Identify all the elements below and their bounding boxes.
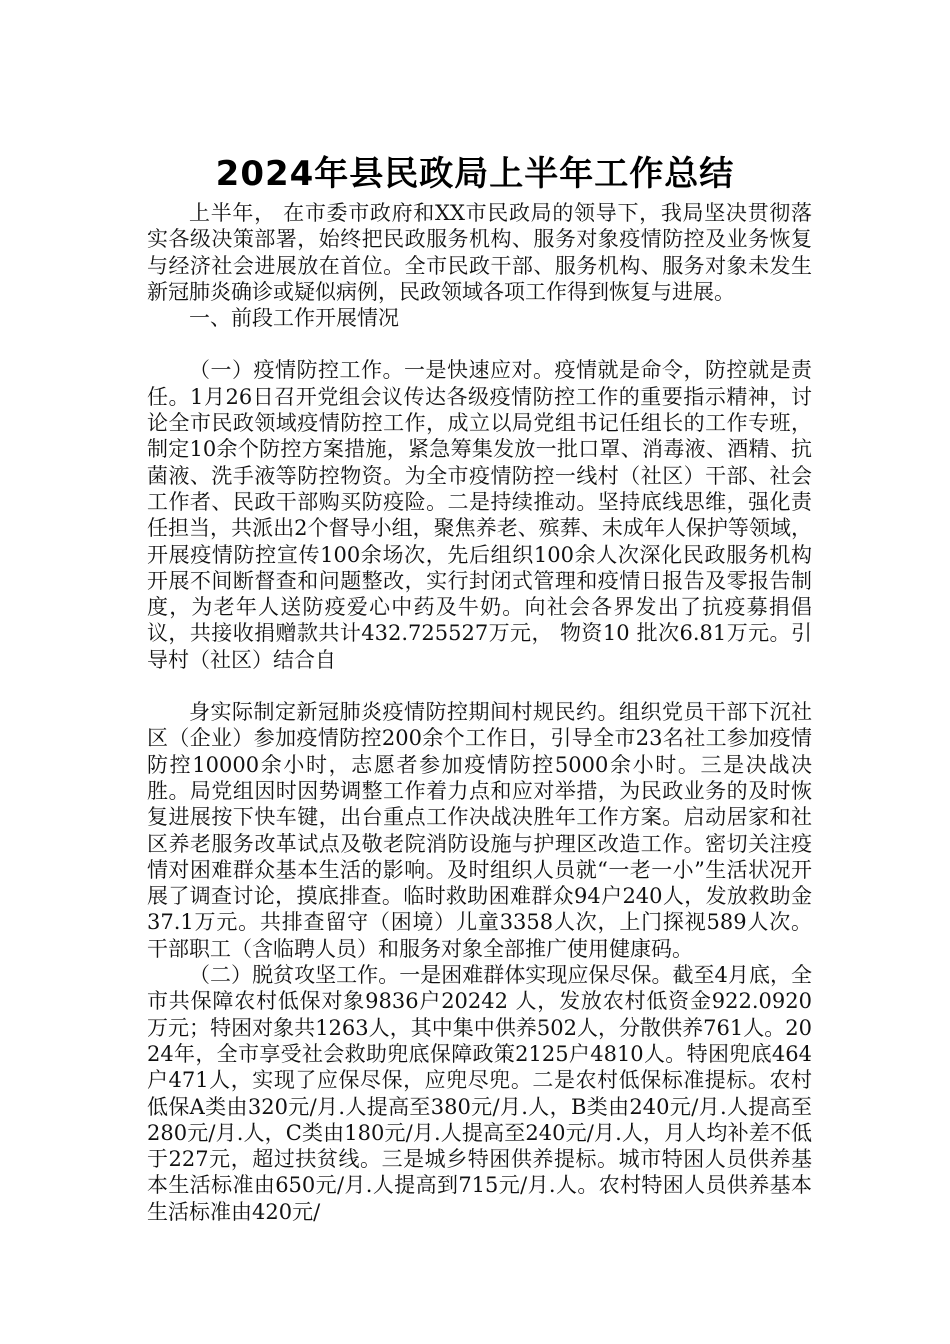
document-title: 2024年县民政局上半年工作总结 bbox=[215, 153, 735, 194]
epidemic-prevention-paragraph: （一）疫情防控工作。一是快速应对。疫情就是命令，防控就是责任。1月26日召开党组会议传达各级疫情防控工作的重要指示精神，讨论全市民政领域疫情防控工作，成立以局党组书记任组长的工作专班，制定10余个防控方案措施，紧急筹集发放一批口罩、消毒液、酒精、抗菌液、洗手液等防控物资。为全市疫情防控一线村（社区）干部、社会工作者、民政干部购买防疫险。二是持续推动。坚持底线思维，强化责任担当，共派出2个督导小组，聚焦养老、殡葬、未成年人保护等领域，开展疫情防控宣传100余场次，先后组织100余人次深化民政服务机构开展不间断督查和问题整改，实行封闭式管理和疫情日报告及零报告制度，为老年人送防疫爱心中药及牛奶。向社会各界发出了抗疫募捐倡议，共接收捐赠款共计432.725527万元， 物资10 批次6.81万元。引导村（社区）结合自 bbox=[147, 358, 812, 672]
section-heading: 一、前段工作开展情况 bbox=[189, 306, 399, 331]
paragraph-gap bbox=[147, 673, 812, 699]
intro-paragraph: 上半年， 在市委市政府和XX市民政局的领导下，我局坚决贯彻落实各级决策部署，始终把民政服务机构、服务对象疫情防控及业务恢复与经济社会进展放在首位。全市民政干部、服务机构、服务对象未发生新冠肺炎确诊或疑似病例，民政领域各项工作得到恢复与进展。 bbox=[147, 201, 812, 304]
document-body bbox=[147, 200, 812, 1225]
paragraph-gap bbox=[147, 331, 812, 357]
poverty-alleviation-paragraph: （二）脱贫攻坚工作。一是困难群体实现应保尽保。截至4月底，全市共保障农村低保对象9836户20242 人，发放农村低资金922.0920万元；特困对象共1263人，其中集中供养502人，分散供养761人。2024年，全市享受社会救助兜底保障政策2125户4810人。特困兜底464户471人，实现了应保尽保，应兜尽兜。二是农村低保标准提标。农村低保A类由320元/月.人提高至380元/月.人，B类由240元/月.人提高至280元/月.人，C类由180元/月.人提高至240元/月.人，月人均补差不低于227元，超过扶贫线。三是城乡特困供养提标。城市特困人员供养基本生活标准由650元/月.人提高到715元/月.人。农村特困人员供养基本生活标准由420元/ bbox=[147, 963, 812, 1224]
continuation-paragraph: 身实际制定新冠肺炎疫情防控期间村规民约。组织党员干部下沉社区（企业）参加疫情防控200余个工作日，引导全市23名社工参加疫情防控10000余小时，志愿者参加疫情防控5000余小时。三是决战决胜。局党组因时因势调整工作着力点和应对举措，为民政业务的及时恢复进展按下快车键，出台重点工作决战决胜年工作方案。启动居家和社区养老服务改革试点及敬老院消防设施与护理区改造工作。密切关注疫情对困难群众基本生活的影响。及时组织人员就“一老一小”生活状况开展了调查讨论，摸底排查。临时救助困难群众94户240人，发放救助金37.1万元。共排查留守（困境）儿童3358人次，上门探视589人次。干部职工（含临聘人员）和服务对象全部推广使用健康码。 bbox=[147, 700, 812, 961]
